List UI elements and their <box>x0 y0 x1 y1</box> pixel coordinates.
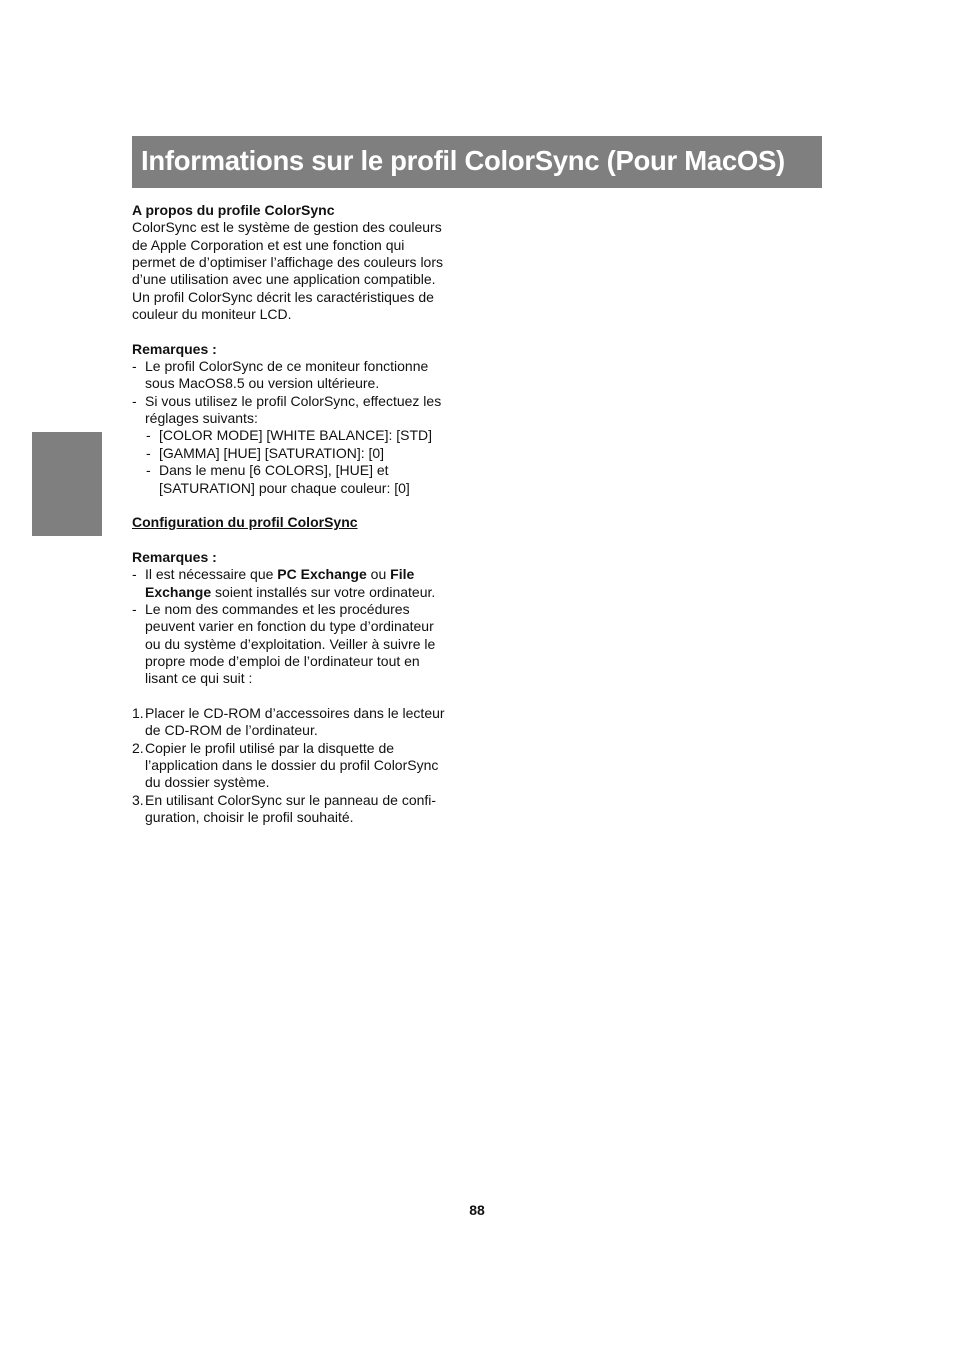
remark-text: ou du système d’exploitation. Veiller à suivre le <box>145 635 436 652</box>
remark-text: propre mode d’emploi de l’ordinateur tout en <box>145 652 420 669</box>
section-tab-marker <box>32 432 102 536</box>
remark-text: réglages suivants: <box>145 410 258 427</box>
bullet-dash: - <box>146 462 151 479</box>
remark-item <box>132 358 472 375</box>
step-item <box>132 705 472 722</box>
bullet-dash: - <box>132 566 137 583</box>
step-text: Copier le profil utilisé par la disquette de <box>145 739 395 756</box>
remark-text-segment: soient installés sur votre ordinateur. <box>211 583 436 600</box>
about-heading: A propos du profile ColorSync <box>132 202 335 218</box>
emphasis-pc-exchange: PC Exchange <box>277 566 367 583</box>
step-number: 1. <box>132 704 144 721</box>
remark-text <box>145 566 414 583</box>
bullet-dash: - <box>132 600 137 617</box>
config-heading: Configuration du profil ColorSync <box>132 514 358 531</box>
title-banner <box>132 136 822 188</box>
page-number: 88 <box>469 1202 485 1218</box>
bullet-dash: - <box>146 427 151 444</box>
step-item <box>132 792 472 809</box>
emphasis-file-exchange: Exchange <box>145 583 212 600</box>
remark-text-segment: ou <box>366 566 391 583</box>
main-column <box>132 202 472 826</box>
remark-item <box>132 566 472 583</box>
setting-text: [GAMMA] [HUE] [SATURATION]: [0] <box>159 444 385 461</box>
about-line: couleur du moniteur LCD. <box>132 306 292 323</box>
step-text: de CD-ROM de l’ordinateur. <box>145 722 318 739</box>
remark-text <box>132 584 472 601</box>
bullet-dash: - <box>146 444 151 461</box>
step-number: 3. <box>132 791 144 808</box>
remark-text: Le profil ColorSync de ce moniteur fonctionne <box>145 358 429 375</box>
remark-item <box>132 601 472 618</box>
remark-item <box>132 393 472 410</box>
setting-text: [COLOR MODE] [WHITE BALANCE]: [STD] <box>159 427 433 444</box>
emphasis-file-exchange: File <box>390 566 415 583</box>
about-line: d’une utilisation avec une application compatible. <box>132 271 436 288</box>
remark-text: sous MacOS8.5 ou version ultérieure. <box>145 375 380 392</box>
page-title: Informations sur le profil ColorSync (Pour MacOS) <box>141 145 785 176</box>
step-text: En utilisant ColorSync sur le panneau de confi- <box>145 791 437 808</box>
setting-text: Dans le menu [6 COLORS], [HUE] et <box>159 462 389 479</box>
step-text: guration, choisir le profil souhaité. <box>145 809 354 826</box>
about-line: Un profil ColorSync décrit les caractéristiques de <box>132 288 434 305</box>
remarks-heading: Remarques : <box>132 548 217 565</box>
step-text: l’application dans le dossier du profil ColorSync <box>145 757 439 773</box>
remark-text: Le nom des commandes et les procédures <box>145 600 410 617</box>
about-line: de Apple Corporation et est une fonction qui <box>132 236 405 253</box>
sub-remark-item <box>132 462 472 479</box>
about-line: permet de d’optimiser l’affichage des couleurs lors <box>132 254 444 271</box>
remark-text-segment: Il est nécessaire que <box>145 566 278 583</box>
setting-text: [SATURATION] pour chaque couleur: [0] <box>159 479 410 496</box>
step-number: 2. <box>132 739 144 756</box>
about-line: ColorSync est le système de gestion des couleurs <box>132 219 442 236</box>
bullet-dash: - <box>132 392 137 409</box>
remark-text: Si vous utilisez le profil ColorSync, effectuez les <box>145 392 442 409</box>
remark-text: lisant ce qui suit : <box>145 670 253 687</box>
sub-remark-item <box>132 445 472 462</box>
step-text: du dossier système. <box>145 774 270 791</box>
remarks-heading: Remarques : <box>132 340 217 357</box>
remark-text: peuvent varier en fonction du type d’ordinateur <box>145 618 434 635</box>
sub-remark-item <box>132 427 472 444</box>
bullet-dash: - <box>132 358 137 375</box>
step-item <box>132 740 472 757</box>
step-text: Placer le CD-ROM d’accessoires dans le lecteur <box>145 704 445 721</box>
